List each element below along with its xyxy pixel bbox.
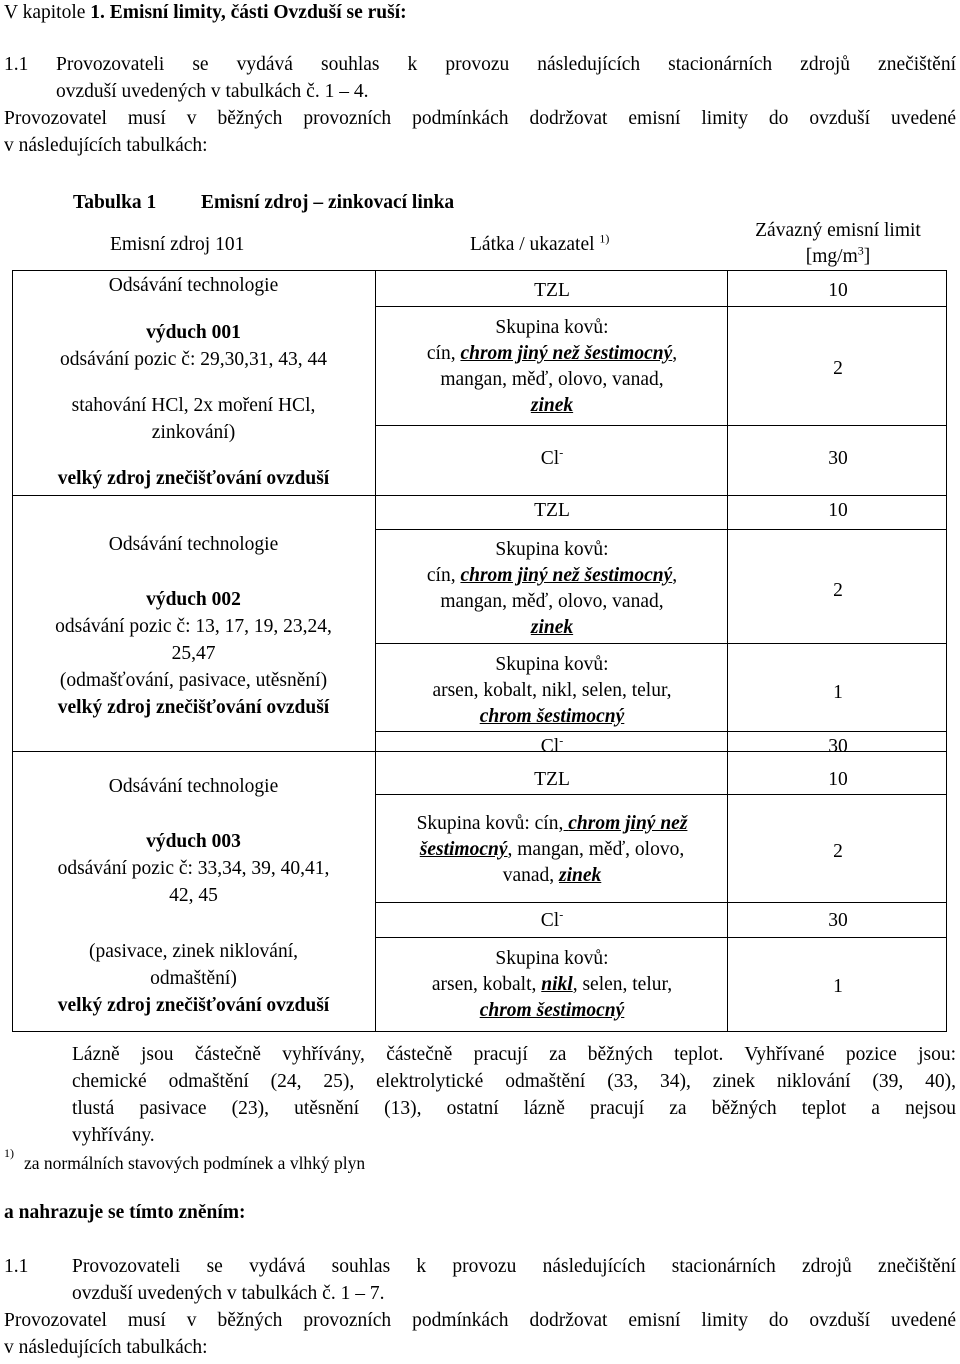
header-limit-line1: Závazný emisní limit [755, 220, 921, 241]
block1-positions: odsávání pozic č: 29,30,31, 43, 44 [60, 349, 327, 370]
block2-category: velký zdroj znečišťování ovzduší [57, 697, 330, 718]
header-limit [728, 218, 948, 270]
header-source: Emisní zdroj 101 [110, 234, 245, 255]
chapter-intro-bold: 1. Emisní limity, části Ovzduší se ruší: [90, 2, 407, 23]
chapter-intro-prefix: V kapitole [4, 2, 91, 23]
block3-outlet: výduch 003 [146, 831, 241, 852]
header-limit-line2: $[mg/m^3]$ [805, 243, 871, 267]
para-text-line1: Provozovateli se vydává souhlas k provozu následujících stacionárních zdrojů znečištění [56, 54, 956, 75]
obligation-line2: v následujících tabulkách: [4, 135, 208, 156]
block2-row3-substance: Skupina kovů: arsen, kobalt, nikl, selen, telur, chrom šestimocný [432, 654, 672, 727]
block2-row4-substance: Cl- [540, 733, 564, 757]
block3-row3-limit: 30 [828, 910, 848, 931]
para-number: 1.1 [4, 54, 29, 75]
footnote-mark: 1) [4, 1146, 14, 1160]
block2-outlet: výduch 002 [146, 589, 241, 610]
block2-row2-limit: 2 [833, 580, 843, 601]
block3-category: velký zdroj znečišťování ovzduší [57, 995, 330, 1016]
block2-positions-2: 25,47 [171, 643, 216, 664]
block2-row3-limit: 1 [833, 682, 843, 703]
block3-row4-substance: Skupina kovů: arsen, kobalt, nikl, selen, telur, chrom šestimocný [431, 948, 673, 1021]
block3-positions-1: odsávání pozic č: 33,34, 39, 40,41, [57, 858, 330, 879]
block1-outlet: výduch 001 [146, 322, 241, 343]
replacement-obligation-line1: Provozovatel musí v běžných provozních podmínkách dodržovat emisní limity do ovzduší uvedené [4, 1310, 956, 1331]
table-caption-title: Emisní zdroj – zinkovací linka [201, 192, 455, 213]
block3-row3-substance: Cl- [540, 907, 564, 931]
replacement-heading: a nahrazuje se tímto zněním: [4, 1202, 246, 1223]
heating-note-line3: tlustá pasivace (23), utěsnění (13), ostatní lázně pracují za běžných teplot a nejsou [72, 1098, 956, 1119]
block2-activities: (odmašťování, pasivace, utěsnění) [59, 670, 328, 691]
block1-row2-limit: 2 [833, 358, 843, 379]
chapter-intro-line [4, 0, 407, 26]
block3-row2-substance: Skupina kovů: cín, chrom jiný než šestimocný, mangan, měď, olovo, vanad, zinek [416, 813, 688, 886]
block1-activities-2: zinkování) [151, 422, 236, 443]
replacement-para-line1: Provozovateli se vydává souhlas k provozu následujících stacionárních zdrojů znečištění [72, 1256, 956, 1277]
heating-note-line1: Lázně jsou částečně vyhřívány, částečně pracují za běžných teplot. Vyhřívané pozice jsou: [72, 1044, 956, 1065]
block3-row1-limit: 10 [828, 769, 848, 790]
heating-note-line4: vyhřívány. [72, 1125, 155, 1146]
replacement-para-number: 1.1 [4, 1256, 29, 1277]
block1-category: velký zdroj znečišťování ovzduší [57, 468, 330, 489]
block1-activities-1: stahování HCl, 2x moření HCl, [71, 395, 316, 416]
block1-row1-limit: 10 [828, 280, 848, 301]
heating-note-line2: chemické odmaštění (24, 25), elektrolytické odmaštění (33, 34), zinek niklování (39, 40), [72, 1071, 956, 1092]
replacement-obligation-line2: v následujících tabulkách: [4, 1337, 208, 1358]
footnote-text: za normálních stavových podmínek a vlhký plyn [24, 1153, 366, 1173]
block2-row1-substance: TZL [534, 500, 570, 521]
block2-positions-1: odsávání pozic č: 13, 17, 19, 23,24, [55, 616, 332, 637]
block3-activities-2: odmaštění) [150, 968, 237, 989]
block3-row2-limit: 2 [833, 841, 843, 862]
header-substance: Látka / ukazatel $^{1)}$ [470, 231, 610, 255]
block2-row1-limit: 10 [828, 500, 848, 521]
block3-row1-substance: TZL [534, 769, 570, 790]
block3-row4-limit: 1 [833, 976, 843, 997]
block1-tech: Odsávání technologie [108, 275, 279, 296]
block2-row4-limit: 30 [828, 736, 848, 757]
block1-row1-substance: TZL [534, 280, 570, 301]
block1-row3-substance: Cl- [540, 445, 564, 469]
block3-tech: Odsávání technologie [108, 776, 279, 797]
table-caption-label: Tabulka 1 [73, 192, 157, 213]
replacement-para-line2: ovzduší uvedených v tabulkách č. 1 – 7. [72, 1283, 385, 1304]
block2-tech: Odsávání technologie [108, 534, 279, 555]
block3-positions-2: 42, 45 [169, 885, 218, 906]
block3-activities-1: (pasivace, zinek niklování, [88, 941, 298, 962]
block1-row3-limit: 30 [828, 448, 848, 469]
obligation-line1: Provozovatel musí v běžných provozních podmínkách dodržovat emisní limity do ovzduší uvedené [4, 108, 956, 129]
block1-row2-substance: Skupina kovů: cín, chrom jiný než šestimocný, mangan, měď, olovo, vanad, zinek [426, 317, 678, 416]
para-text-line2: ovzduší uvedených v tabulkách č. 1 – 4. [56, 81, 369, 102]
block2-row2-substance: Skupina kovů: cín, chrom jiný než šestimocný, mangan, měď, olovo, vanad, zinek [426, 539, 678, 638]
footnote-ref: 1) [599, 231, 610, 246]
